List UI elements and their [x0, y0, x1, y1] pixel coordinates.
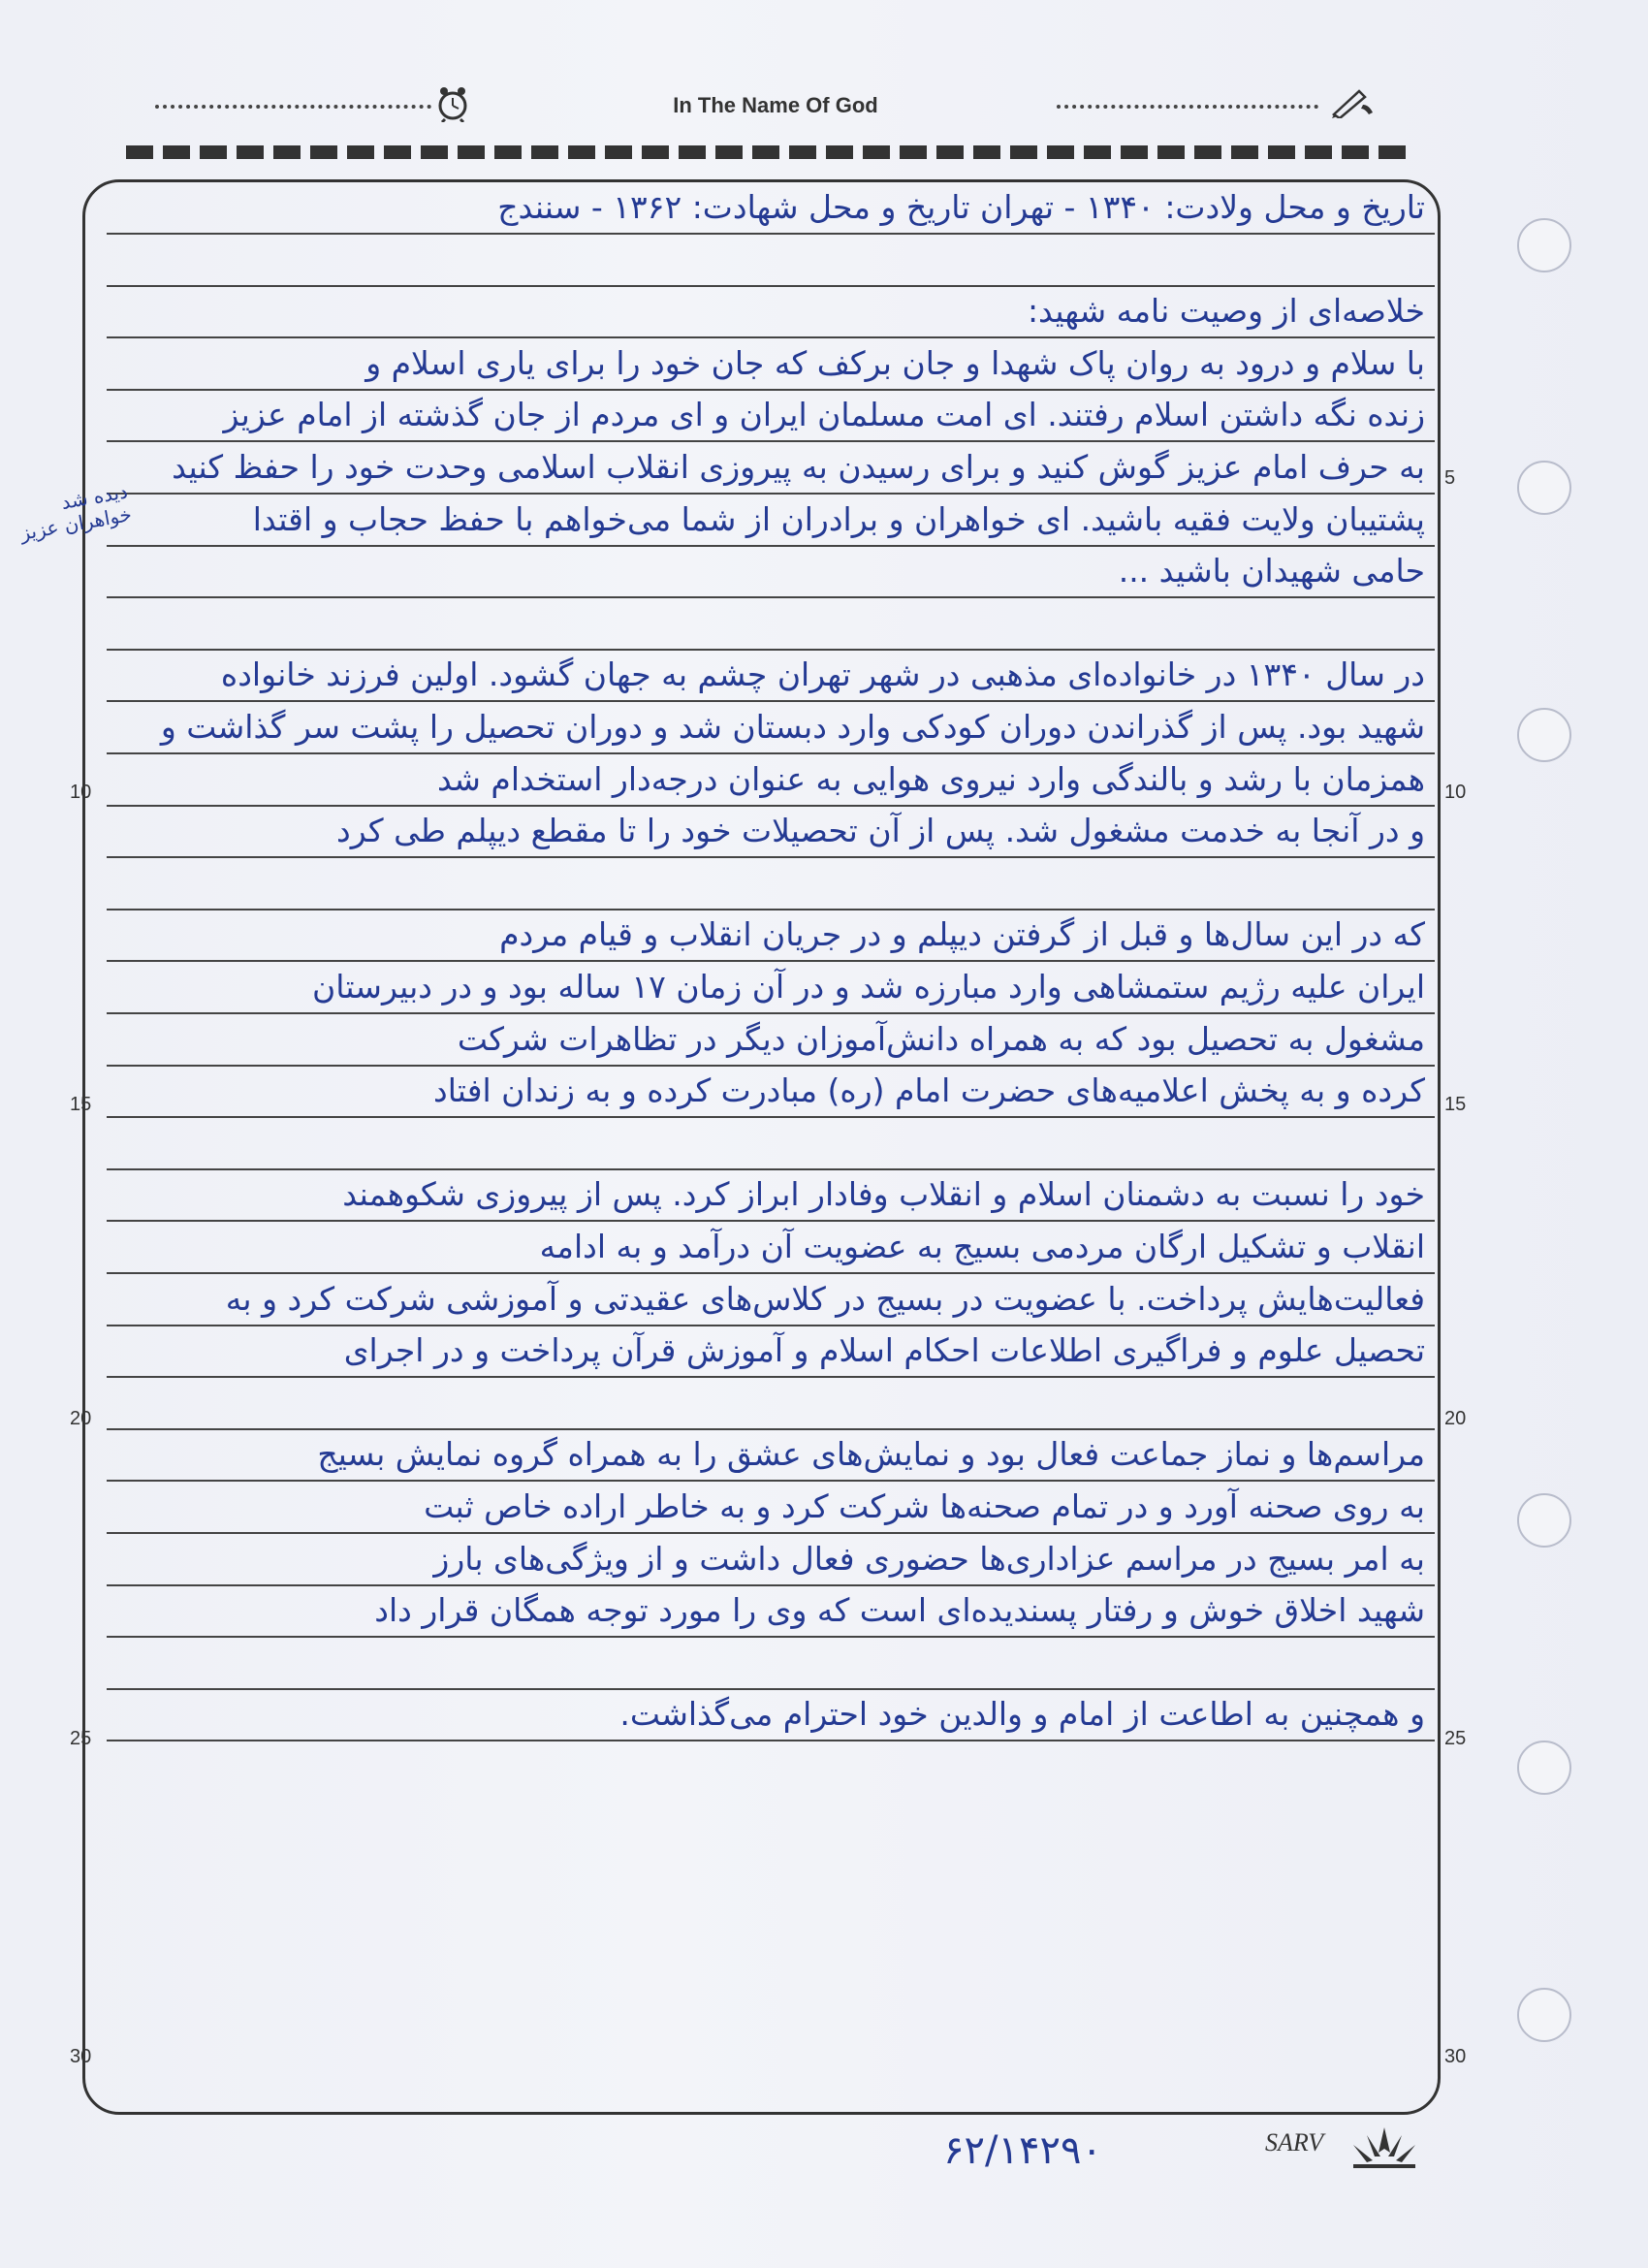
ruled-line [107, 233, 1435, 235]
line-number-15-left: 15 [70, 1094, 92, 1115]
binder-hole [1517, 1741, 1571, 1795]
line-number-30-left: 30 [70, 2046, 92, 2067]
ruled-line [107, 960, 1435, 962]
ruled-line [107, 805, 1435, 807]
dotted-rule-left [155, 105, 431, 109]
page-header [145, 85, 1396, 124]
handwritten-line: و همچنین به اطاعت از امام و والدین خود احترام می‌گذاشت. [619, 1695, 1425, 1734]
handwritten-line: شهید اخلاق خوش و رفتار پسندیده‌ای است که وی را مورد توجه همگان قرار داد [374, 1591, 1425, 1630]
pen-icon [1330, 85, 1375, 118]
handwritten-line: همزمان با رشد و بالندگی وارد نیروی هوایی به عنوان درجه‌دار استخدام شد [436, 759, 1425, 798]
handwritten-line: که در این سال‌ها و قبل از گرفتن دیپلم و در جریان انقلاب و قیام مردم [499, 915, 1425, 954]
ruled-line [107, 1740, 1435, 1741]
ruled-line [107, 909, 1435, 910]
binder-hole [1517, 1493, 1571, 1548]
ruled-line [107, 752, 1435, 754]
margin-note: دیده شد خواهران عزیز [18, 479, 134, 545]
ruled-line [107, 1272, 1435, 1274]
ruled-line [107, 389, 1435, 391]
handwritten-line: انقلاب و تشکیل ارگان مردمی بسیج به عضویت آن درآمد و به ادامه [539, 1228, 1425, 1265]
ruled-line [107, 1116, 1435, 1118]
ruled-line [107, 856, 1435, 858]
handwritten-line: پشتیبان ولایت فقیه باشید. ای خواهران و برادران از شما می‌خواهم با حفظ حجاب و اقتدا [252, 499, 1425, 538]
handwritten-line: خلاصه‌ای از وصیت نامه شهید: [1027, 292, 1425, 331]
ruled-line [107, 336, 1435, 338]
clock-icon [436, 85, 469, 122]
ruled-line [107, 1168, 1435, 1170]
ruled-line [107, 596, 1435, 598]
handwritten-line: ایران علیه رژیم ستمشاهی وارد مبارزه شد و در آن زمان ۱۷ ساله بود و در دبیرستان [312, 968, 1425, 1006]
handwritten-line: مراسم‌ها و نماز جماعت فعال بود و نمایش‌های عشق را به همراه گروه نمایش بسیج [317, 1435, 1425, 1474]
binder-hole [1517, 461, 1571, 515]
ruled-line [107, 1376, 1435, 1378]
ruled-line [107, 545, 1435, 547]
line-number-10-left: 10 [70, 782, 92, 803]
line-number-30-right: 30 [1444, 2046, 1467, 2067]
dashed-header-bar [126, 145, 1410, 159]
brand-name: SARV [1265, 2128, 1324, 2156]
handwritten-line: به امر بسیج در مراسم عزاداری‌ها حضوری فعال داشت و از ویژگی‌های بارز [433, 1539, 1425, 1578]
handwritten-line: خود را نسبت به دشمنان اسلام و انقلاب وفادار ابراز کرد. پس از پیروزی شکوهمند [342, 1175, 1425, 1214]
ruled-line [107, 1220, 1435, 1222]
handwritten-line: با سلام و درود به روان پاک شهدا و جان برکف که جان خود را برای یاری اسلام و [365, 343, 1425, 382]
ruled-line [107, 649, 1435, 651]
handwritten-line: و در آنجا به خدمت مشغول شد. پس از آن تحصیلات خود را تا مقطع دیپلم طی کرد [336, 812, 1425, 850]
handwritten-line: به حرف امام عزیز گوش کنید و برای رسیدن به پیروزی انقلاب اسلامی وحدت خود را حفظ کنید [172, 448, 1425, 486]
line-number-25-right: 25 [1444, 1728, 1467, 1749]
handwritten-line: زنده نگه داشتن اسلام رفتند. ای امت مسلمان ایران و ای مردم از جان گذشته از امام عزیز [223, 396, 1425, 434]
ruled-line [107, 493, 1435, 495]
handwritten-line: در سال ۱۳۴۰ در خانواده‌ای مذهبی در شهر تهران چشم به جهان گشود. اولین فرزند خانواده [220, 655, 1425, 694]
ruled-line [107, 1688, 1435, 1690]
line-number-10-right: 10 [1444, 782, 1467, 803]
ruled-line [107, 1584, 1435, 1586]
handwritten-line: به روی صحنه آورد و در تمام صحنه‌ها شرکت کرد و به خاطر اراده خاص ثبت [424, 1487, 1425, 1525]
ruled-line [107, 1428, 1435, 1430]
ruled-line [107, 440, 1435, 442]
line-number-25-left: 25 [70, 1728, 92, 1749]
binder-hole [1517, 708, 1571, 762]
document-number: ۶۲/۱۴۲۹۰ [943, 2128, 1102, 2173]
handwritten-line: مشغول به تحصیل بود که به همراه دانش‌آموزان دیگر در تظاهرات شرکت [457, 1019, 1425, 1058]
ruled-line [107, 1532, 1435, 1534]
ruled-line [107, 1636, 1435, 1638]
ruled-line [107, 1012, 1435, 1014]
binder-hole [1517, 218, 1571, 272]
handwritten-line: شهید بود. پس از گذراندن دوران کودکی وارد دبستان شد و دوران تحصیل را پشت سر گذاشت و [160, 708, 1425, 746]
handwritten-line: فعالیت‌هایش پرداخت. با عضویت در بسیج در کلاس‌های عقیدتی و آموزشی شرکت کرد و به [225, 1279, 1425, 1318]
ruled-line [107, 285, 1435, 287]
ruled-line [107, 700, 1435, 702]
handwritten-line: تحصیل علوم و فراگیری اطلاعات احکام اسلام و آموزش قرآن پرداخت و در اجرای [343, 1331, 1425, 1370]
line-number-15-right: 15 [1444, 1094, 1467, 1115]
line-number-5: 5 [1444, 467, 1456, 489]
dotted-rule-right [1057, 105, 1318, 109]
line-number-20-left: 20 [70, 1408, 92, 1429]
tree-logo-icon [1346, 2124, 1423, 2172]
handwritten-line: کرده و به پخش اعلامیه‌های حضرت امام (ره) مبادرت کرده و به زندان افتاد [433, 1071, 1425, 1110]
handwritten-line: تاریخ و محل ولادت: ۱۳۴۰ - تهران تاریخ و محل شهادت: ۱۳۶۲ - سنندج [497, 188, 1425, 226]
binder-hole [1517, 1988, 1571, 2042]
header-title: In The Name Of God [673, 93, 878, 117]
ruled-line [107, 1065, 1435, 1067]
ruled-line [107, 1325, 1435, 1326]
ruled-line [107, 1480, 1435, 1482]
handwritten-line: حامی شهیدان باشید ... [1118, 552, 1425, 591]
line-number-20-right: 20 [1444, 1408, 1467, 1429]
binder-holes [1517, 0, 1585, 2268]
